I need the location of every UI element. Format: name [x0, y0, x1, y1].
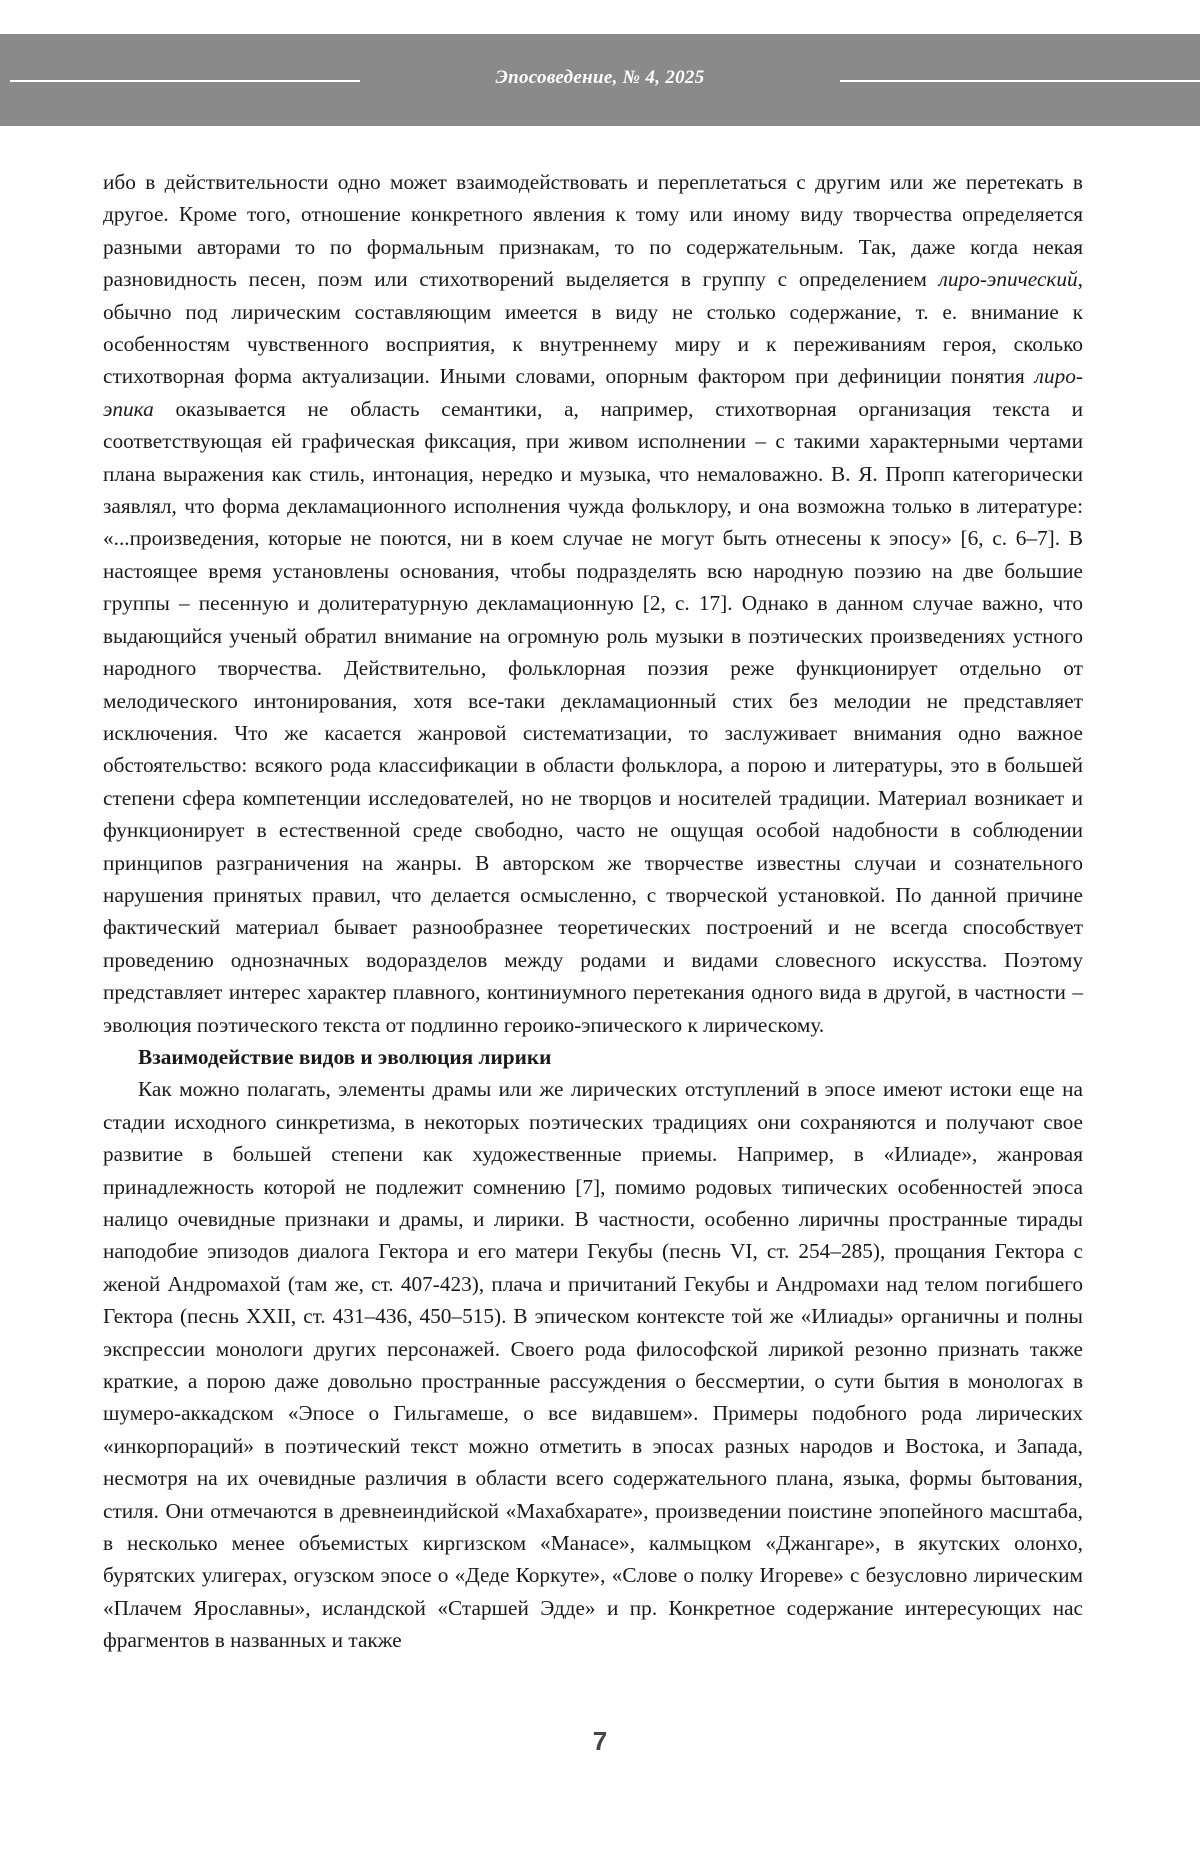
article-body: [103, 166, 1083, 1657]
paragraph-text: оказывается не область семантики, а, например, стихотворная организация текста и соответствующая ей графическая фиксация, при живом исполнении – с такими характерными чертами плана выражения как стиль, интонация, нередко и музыка, что немаловажно. В. Я. Пропп категорически заявлял, что форма декламационного исполнения чужда фольклору, и она возможна только в литературе: «...произведения, которые не поются, ни в коем случае не могут быть отнесены к эпосу» [6, с. 6–7]. В настоящее время установлены основания, чтобы подразделять всю народную поэзию на две большие группы – песенную и долитературную декламационную [2, с. 17]. Однако в данном случае важно, что выдающийся ученый обратил внимание на огромную роль музыки в поэтических произведениях устного народного творчества. Действительно, фольклорная поэзия реже функционирует отдельно от мелодического интонирования, хотя все-таки декламационный стих без мелодии не представляет исключения. Что же касается жанровой систематизации, то заслуживает внимания одно важное обстоятельство: всякого рода классификации в области фольклора, а порою и литературы, это в большей степени сфера компетенции исследователей, но не творцов и носителей традиции. Материал возникает и функционирует в естественной среде свободно, часто не ощущая особой надобности в соблюдении принципов разграничения на жанры. В авторском же творчестве известны случаи и сознательного нарушения принятых правил, что делается осмысленно, с творческой установкой. По данной причине фактический материал бывает разнообразнее теоретических построений и не всегда способствует проведению однозначных водоразделов между родами и видами словесного искусства. Поэтому представляет интерес характер плавного, континиумного перетекания одного вида в другой, в частности – эволюция поэтического текста от подлинно героико-эпического к лирическому.: [103, 396, 1083, 1037]
journal-title: Эпосоведение, № 4, 2025: [495, 67, 705, 88]
italic-term: лиро-эпический: [938, 267, 1078, 292]
paragraph: Как можно полагать, элементы драмы или же лирических отступлений в эпосе имеют истоки еще на стадии исходного синкретизма, в некоторых поэтических традициях они сохраняются и получают свое развитие в большей степени как художественные приемы. Например, в «Илиаде», жанровая принадлежность которой не подлежит сомнению [7], помимо родовых типических особенностей эпоса налицо очевидные признаки и драмы, и лирики. В частности, особенно лиричны пространные тирады наподобие эпизодов диалога Гектора и его матери Гекубы (песнь VI, ст. 254–285), прощания Гектора с женой Андромахой (там же, ст. 407-423), плача и причитаний Гекубы и Андромахи над телом погибшего Гектора (песнь XXII, ст. 431–436, 450–515). В эпическом контексте той же «Илиады» органичны и полны экспрессии монологи других персонажей. Своего рода философской лирикой резонно признать также краткие, а порою даже довольно пространные рассуждения о бессмертии, о сути бытия в монологах в шумеро-аккадском «Эпосе о Гильгамеше, о все видавшем». Примеры подобного рода лирических «инкорпораций» в поэтический текст можно отметить в эпосах разных народов и Востока, и Запада, несмотря на их очевидные различия в области всего содержательного плана, языка, формы бытования, стиля. Они отмечаются в древнеиндийской «Махабхарате», произведении поистине эпопейного масштаба, в несколько менее объемистых киргизском «Манасе», калмыцком «Джангаре», в якутских олонхо, бурятских улигерах, огузском эпосе о «Деде Коркуте», «Слове о полку Игореве» с безусловно лирическим «Плачем Ярославны», исландской «Старшей Эдде» и пр. Конкретное содержание интересующих нас фрагментов в названных и также: [103, 1077, 1083, 1653]
page-number: 7: [592, 1726, 608, 1756]
section-heading: Взаимодействие видов и эволюция лирики: [138, 1044, 552, 1069]
paragraph-text: ибо в действительности одно может взаимодействовать и переплетаться с другим или же перетекать в другое. Кроме того, отношение конкретного явления к тому или иному виду творчества определяется разными авторами то по формальным признакам, то по содержательным. Так, даже когда некая разновидность песен, поэм или стихотворений выделяется в группу с определением: [103, 170, 1083, 292]
paragraph-text: , обычно под лирическим составляющим имеется в виду не столько содержание, т. е. внимание к особенностям чувственного восприятия, к внутреннему миру и к переживаниям героя, сколько стихотворная форма актуализации. Иными словами, опорным фактором при дефиниции понятия: [103, 267, 1083, 389]
italic-term: лиро-эпика: [103, 364, 1083, 421]
paragraph-continued: [103, 166, 1083, 1041]
running-header: [0, 34, 1200, 126]
header-rule-left: [10, 80, 360, 82]
header-rule-right: [840, 80, 1200, 82]
